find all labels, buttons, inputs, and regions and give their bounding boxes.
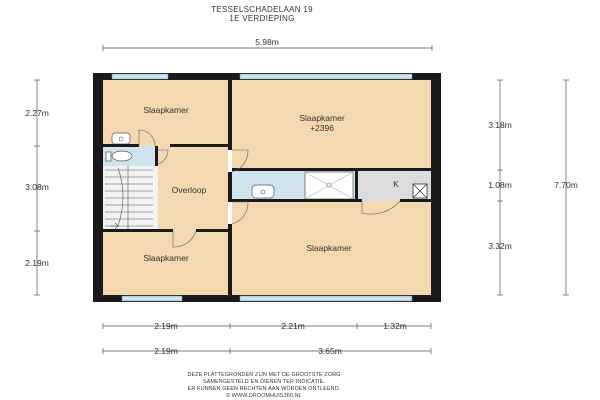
sink-fixture-bathroom	[252, 185, 274, 198]
dimension-label-bottom-a2: 2.21m	[281, 321, 305, 331]
wall-f	[170, 144, 228, 147]
wall-l	[103, 229, 173, 232]
plan-floor: 1E VERDIEPING	[229, 14, 295, 23]
wall-b	[228, 146, 232, 150]
boiler-box	[413, 184, 427, 198]
window-north-left	[112, 74, 168, 79]
wall-h	[232, 199, 362, 202]
wall-a	[228, 80, 232, 146]
dimension-label-left-2: 3.08m	[25, 182, 49, 192]
floor-bedroom-bottom-left	[103, 231, 228, 295]
shower-fixture	[305, 172, 353, 199]
wall-g	[232, 168, 431, 171]
window-south-right	[240, 296, 412, 301]
wall-j	[355, 170, 358, 201]
wall-east	[431, 73, 441, 302]
dimension-label-left-1: 2.27m	[25, 108, 49, 118]
room-sublabel-bedroom-top-right: +2396	[310, 123, 334, 133]
dimension-label-right-total: 7.70m	[554, 180, 578, 190]
wall-e	[103, 144, 139, 147]
wall-k	[155, 146, 158, 166]
dimension-label-right-1: 3.18m	[488, 120, 512, 130]
disclaimer-line-4: © WWW.DROOMHUIS360.NL	[226, 393, 302, 399]
dimension-label-right-3: 3.32m	[488, 241, 512, 251]
sink-fixture-top-left	[112, 133, 130, 144]
dimension-label-top-total: 5.98m	[255, 37, 279, 47]
dimension-line-bottom-a	[103, 323, 431, 329]
wall-west	[93, 73, 103, 302]
room-label-landing: Overloop	[171, 185, 207, 195]
room-label-bedroom-bottom-left: Slaapkamer	[143, 253, 189, 263]
window-south-left	[122, 296, 182, 301]
dimension-line-bottom-b	[103, 348, 431, 354]
dimension-label-bottom-b1: 2.19m	[154, 346, 178, 356]
window-north-right	[240, 74, 412, 79]
disclaimer-line-1: DEZE PLATTEGRONDEN ZIJN MET DE GROOTSTE ZORG	[187, 372, 341, 378]
room-label-bedroom-top-left: Slaapkamer	[143, 105, 189, 115]
dimension-label-right-2: 1.08m	[488, 180, 512, 190]
room-label-bedroom-bottom-right: Slaapkamer	[306, 243, 352, 253]
room-label-bedroom-top-right: Slaapkamer	[299, 113, 345, 123]
toilet-fixture	[106, 151, 132, 161]
wall-i	[400, 199, 431, 202]
dimension-label-left-3: 2.19m	[25, 258, 49, 268]
plan-address: TESSELSCHADELAAN 19	[211, 5, 313, 14]
wall-c	[228, 172, 232, 202]
wall-m	[196, 229, 228, 232]
disclaimer-line-3: ER KUNNEN GEEN RECHTEN AAN WORDEN ONTLEEND.	[187, 386, 341, 392]
dimension-label-bottom-a3: 1.32m	[383, 321, 407, 331]
dimension-label-bottom-b2: 3.65m	[318, 346, 342, 356]
disclaimer-line-2: SAMENGESTELD EN DIENEN TER INDICATIE.	[203, 379, 325, 385]
wall-d	[228, 224, 232, 295]
room-label-closet: K	[393, 179, 399, 189]
dimension-label-bottom-a1: 2.19m	[154, 321, 178, 331]
